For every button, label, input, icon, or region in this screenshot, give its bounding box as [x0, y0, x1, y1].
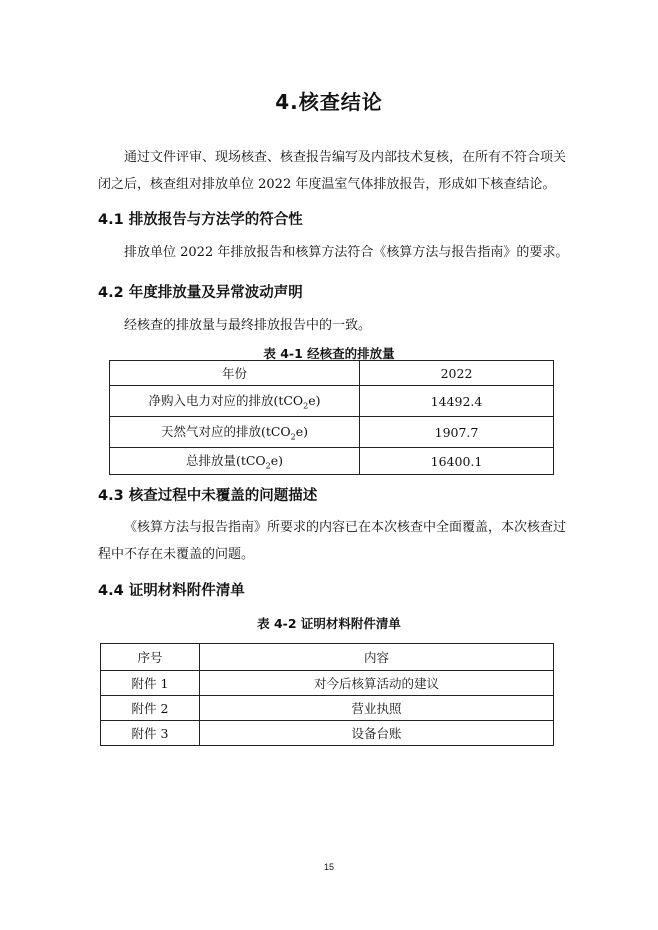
- header-cell-2022: 2022: [360, 361, 554, 386]
- table-header-row: [101, 644, 554, 671]
- table2-caption: 表 4-2 证明材料附件清单: [257, 616, 401, 631]
- emissions-table: [109, 360, 554, 475]
- paragraph-4-3: 《核算方法与报告指南》所要求的内容已在本次核查中全面覆盖，本次核查过程中不存在未覆盖的问题。: [98, 520, 567, 562]
- table-row: [110, 386, 554, 417]
- section-title: 4.核查结论: [275, 90, 383, 114]
- heading-4-2: 4.2 年度排放量及异常波动声明: [98, 285, 303, 301]
- intro-paragraph: 通过文件评审、现场核查、核查报告编写及内部技术复核，在所有不符合项关闭之后，核查组对排放单位 2022 年度温室气体排放报告，形成如下核查结论。: [98, 150, 567, 192]
- row-label: 总排放量(tCO$_2$e): [110, 448, 360, 475]
- header-cell-index: 序号: [101, 644, 200, 671]
- attachments-table: [100, 643, 554, 746]
- attachment-index: 附件 2: [101, 696, 200, 721]
- heading-4-3: 4.3 核查过程中未覆盖的问题描述: [98, 488, 318, 504]
- header-cell-content: 内容: [200, 644, 554, 671]
- paragraph-4-2: 经核查的排放量与最终排放报告中的一致。: [124, 318, 372, 333]
- row-label: 净购入电力对应的排放(tCO$_2$e): [110, 386, 360, 417]
- attachment-content: 营业执照: [200, 696, 554, 721]
- table-row: [101, 671, 554, 696]
- paragraph-4-1: 排放单位 2022 年排放报告和核算方法符合《核算方法与报告指南》的要求。: [124, 245, 569, 260]
- attachment-content: 设备台账: [200, 721, 554, 746]
- table-row: [110, 448, 554, 475]
- header-cell-year: 年份: [110, 361, 360, 386]
- heading-4-4: 4.4 证明材料附件清单: [98, 583, 245, 599]
- table-row: [101, 696, 554, 721]
- table-row: [110, 417, 554, 448]
- attachment-index: 附件 1: [101, 671, 200, 696]
- heading-4-1: 4.1 排放报告与方法学的符合性: [98, 212, 303, 228]
- row-value: 16400.1: [360, 448, 554, 475]
- page-number: 15: [323, 862, 334, 872]
- row-value: 1907.7: [360, 417, 554, 448]
- row-label: 天然气对应的排放(tCO$_2$e): [110, 417, 360, 448]
- row-value: 14492.4: [360, 386, 554, 417]
- table1-caption: 表 4-1 经核查的排放量: [263, 346, 395, 361]
- table-header-row: [110, 361, 554, 386]
- attachment-index: 附件 3: [101, 721, 200, 746]
- table-row: [101, 721, 554, 746]
- attachment-content: 对今后核算活动的建议: [200, 671, 554, 696]
